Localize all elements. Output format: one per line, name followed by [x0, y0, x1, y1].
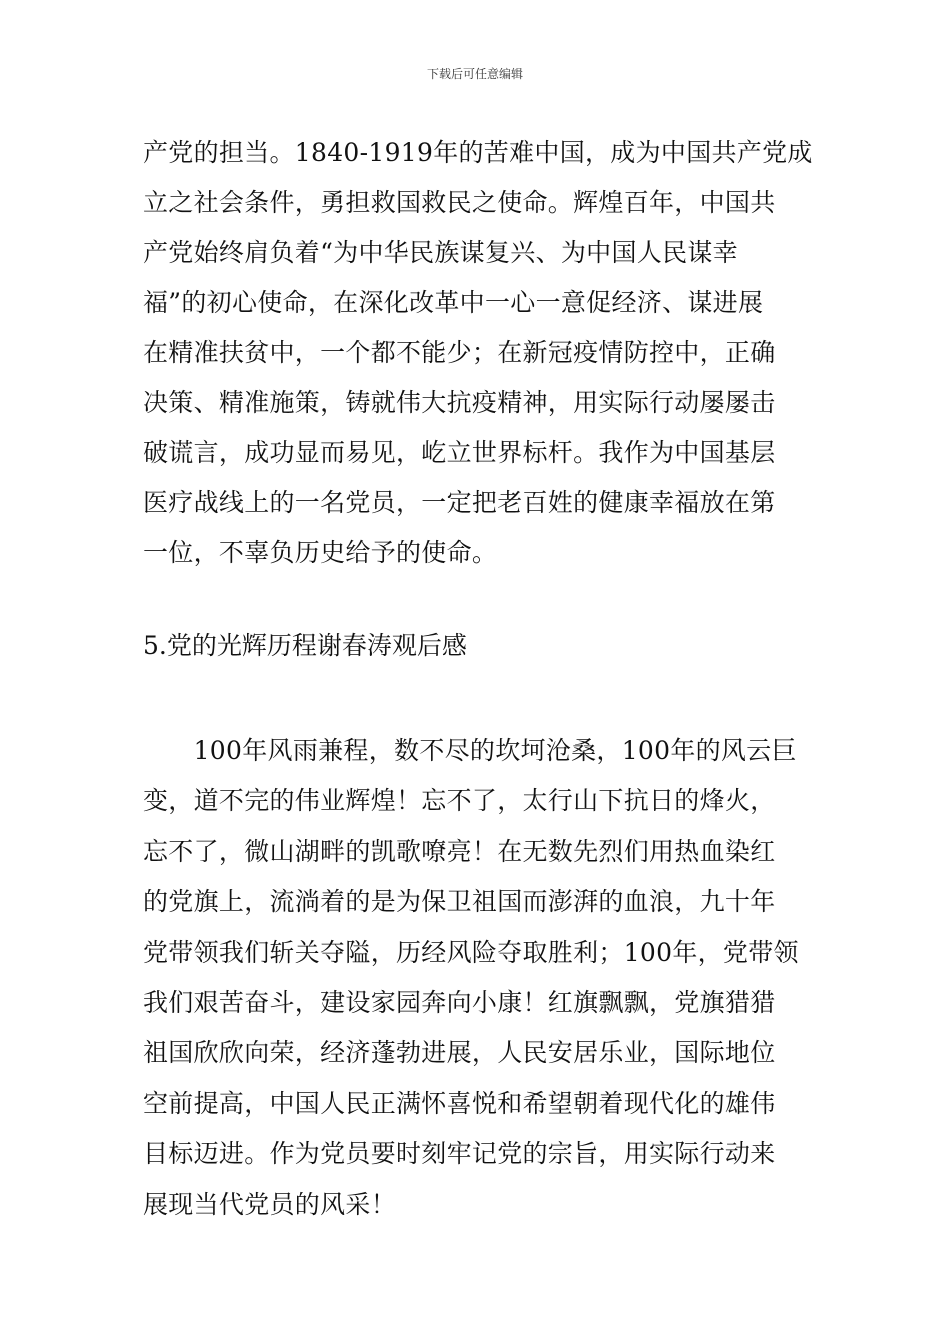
- paragraph-line: 目标迈进。作为党员要时刻牢记党的宗旨，用实际行动来: [143, 1139, 776, 1169]
- body-paragraph-continued: [143, 128, 813, 578]
- paragraph-line: 祖国欣欣向荣，经济蓬勃进展，人民安居乐业，国际地位: [143, 1038, 776, 1068]
- paragraph-line: 产党的担当。1840-1919年的苦难中国，成为中国共产党成: [143, 138, 813, 167]
- paragraph-line: 展现当代党员的风采！: [143, 1189, 397, 1219]
- paragraph-line: 100年风雨兼程，数不尽的坎坷沧桑，100年的风云巨: [143, 736, 797, 765]
- paragraph-line: 忘不了，微山湖畔的凯歌嘹亮！在无数先烈们用热血染红: [143, 836, 776, 866]
- paragraph-line: 福”的初心使命，在深化改革中一心一意促经济、谋进展: [143, 288, 764, 317]
- paragraph-line: 在精准扶贫中，一个都不能少；在新冠疫情防控中，正确: [143, 338, 776, 367]
- paragraph-line: 党带领我们斩关夺隘，历经风险夺取胜利；100年，党带领: [143, 937, 799, 967]
- paragraph-line: 的党旗上，流淌着的是为保卫祖国而澎湃的血浪，九十年: [143, 887, 776, 917]
- paragraph-line: 立之社会条件，勇担救国救民之使命。辉煌百年，中国共: [143, 188, 776, 217]
- paragraph-line: 产党始终肩负着“为中华民族谋复兴、为中国人民谋幸: [143, 238, 738, 267]
- paragraph-line: 变，道不完的伟业辉煌！忘不了，太行山下抗日的烽火，: [143, 786, 776, 816]
- paragraph-line: 空前提高，中国人民正满怀喜悦和希望朝着现代化的雄伟: [143, 1088, 776, 1118]
- paragraph-line: 我们艰苦奋斗，建设家园奔向小康！红旗飘飘，党旗猎猎: [143, 988, 776, 1018]
- body-paragraph-essay: [143, 726, 808, 1230]
- paragraph-line: 决策、精准施策，铸就伟大抗疫精神，用实际行动屡屡击: [143, 388, 776, 417]
- paragraph-line: 破谎言，成功显而易见，屹立世界标杆。我作为中国基层: [143, 438, 776, 467]
- paragraph-line: 一位，不辜负历史给予的使命。: [143, 538, 498, 567]
- page-header-note: 下载后可任意编辑: [426, 67, 523, 81]
- section-heading: 5.党的光辉历程谢春涛观后感: [143, 631, 467, 660]
- paragraph-line: 医疗战线上的一名党员，一定把老百姓的健康幸福放在第: [143, 488, 776, 517]
